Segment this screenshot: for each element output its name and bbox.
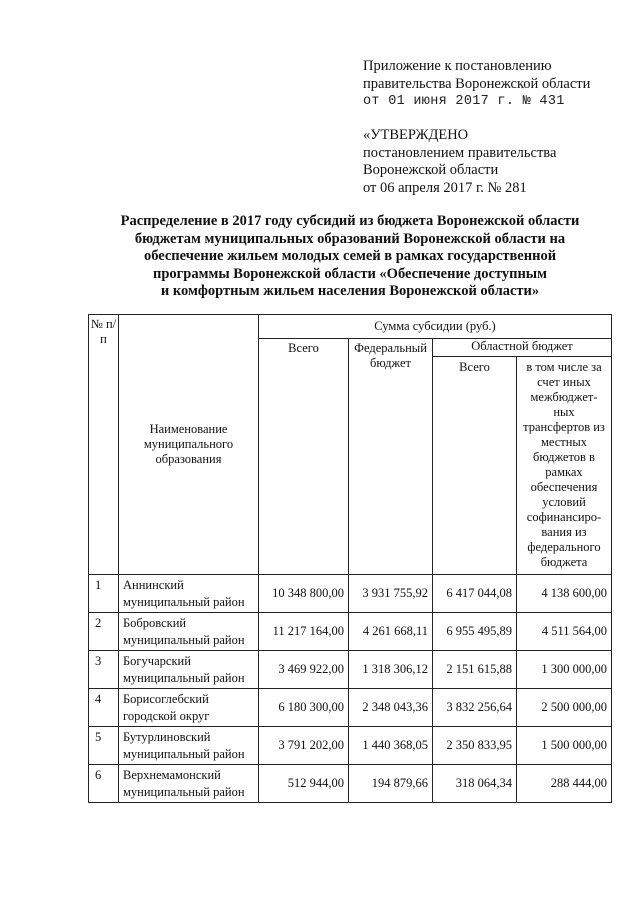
row-name: Верхнемамонский муниципальный район (119, 765, 259, 803)
row-number: 3 (89, 651, 119, 689)
row-total: 10 348 800,00 (259, 575, 349, 613)
row-number: 4 (89, 689, 119, 727)
row-number: 6 (89, 765, 119, 803)
row-name: Бутурлиновский муниципальный район (119, 727, 259, 765)
row-name: Борисоглебский городской округ (119, 689, 259, 727)
title-line: обеспечение жильем молодых семей в рамках государственной (143, 248, 557, 264)
header-cell-total: Всего (259, 339, 349, 575)
header-cell-federal: Федеральный бюджет (349, 339, 433, 575)
row-federal: 1 440 368,05 (349, 727, 433, 765)
row-federal: 2 348 043,36 (349, 689, 433, 727)
row-regional: 2 151 615,88 (433, 651, 517, 689)
approval-line: Воронежской области (363, 162, 499, 178)
row-regional: 318 064,34 (433, 765, 517, 803)
row-total: 3 791 202,00 (259, 727, 349, 765)
row-regional: 2 350 833,95 (433, 727, 517, 765)
row-federal: 4 261 668,11 (349, 613, 433, 651)
row-number: 1 (89, 575, 119, 613)
table-row (89, 651, 612, 689)
approval-line: «УТВЕРЖДЕНО (363, 127, 469, 143)
header-cell-name: Наименование муниципального образования (119, 315, 259, 575)
header-cell-sum: Сумма субсидии (руб.) (259, 315, 612, 339)
title-line: программы Воронежской области «Обеспечение доступным (153, 265, 547, 282)
row-incl: 4 138 600,00 (517, 575, 612, 613)
header-line: правительства Воронежской области (363, 75, 591, 92)
document-header (363, 58, 633, 111)
row-incl: 4 511 564,00 (517, 613, 612, 651)
row-incl: 288 444,00 (517, 765, 612, 803)
row-incl: 1 300 000,00 (517, 651, 612, 689)
row-federal: 194 879,66 (349, 765, 433, 803)
document-title (100, 213, 600, 301)
row-name: Аннинский муниципальный район (119, 575, 259, 613)
table-row (89, 575, 612, 613)
row-regional: 6 417 044,08 (433, 575, 517, 613)
row-regional: 3 832 256,64 (433, 689, 517, 727)
row-federal: 1 318 306,12 (349, 651, 433, 689)
row-incl: 2 500 000,00 (517, 689, 612, 727)
row-total: 512 944,00 (259, 765, 349, 803)
header-cell-regional: Областной бюджет (433, 339, 612, 357)
subsidy-table (88, 314, 612, 803)
title-line: и комфортным жильем населения Воронежской области» (160, 283, 540, 299)
row-total: 6 180 300,00 (259, 689, 349, 727)
approval-line: от 06 апреля 2017 г. № 281 (363, 179, 527, 196)
table-row (89, 613, 612, 651)
title-line: Распределение в 2017 году субсидий из бюджета Воронежской области (120, 213, 580, 229)
table-row (89, 689, 612, 727)
title-line: бюджетам муниципальных образований Воронежской области на (134, 230, 566, 247)
row-name: Бобровский муниципальный район (119, 613, 259, 651)
row-total: 3 469 922,00 (259, 651, 349, 689)
header-cell-regional-incl: в том числе за счет иных межбюджет-ных трансфертов из местных бюджетов в рамках обеспечения условий софинансиро-вания из федерального бюджета (517, 357, 612, 575)
approval-stamp (363, 127, 633, 197)
row-incl: 1 500 000,00 (517, 727, 612, 765)
approval-line: постановлением правительства (363, 144, 557, 161)
row-total: 11 217 164,00 (259, 613, 349, 651)
header-cell-number: № п/п (89, 315, 119, 575)
table-row (89, 765, 612, 803)
row-federal: 3 931 755,92 (349, 575, 433, 613)
row-number: 2 (89, 613, 119, 651)
row-regional: 6 955 495,89 (433, 613, 517, 651)
header-cell-regional-total: Всего (433, 357, 517, 575)
row-name: Богучарский муниципальный район (119, 651, 259, 689)
header-line: Приложение к постановлению (363, 58, 552, 74)
row-number: 5 (89, 727, 119, 765)
table-row (89, 727, 612, 765)
resolution-date-number: от 01 июня 2017 г. № 431 (363, 94, 565, 109)
